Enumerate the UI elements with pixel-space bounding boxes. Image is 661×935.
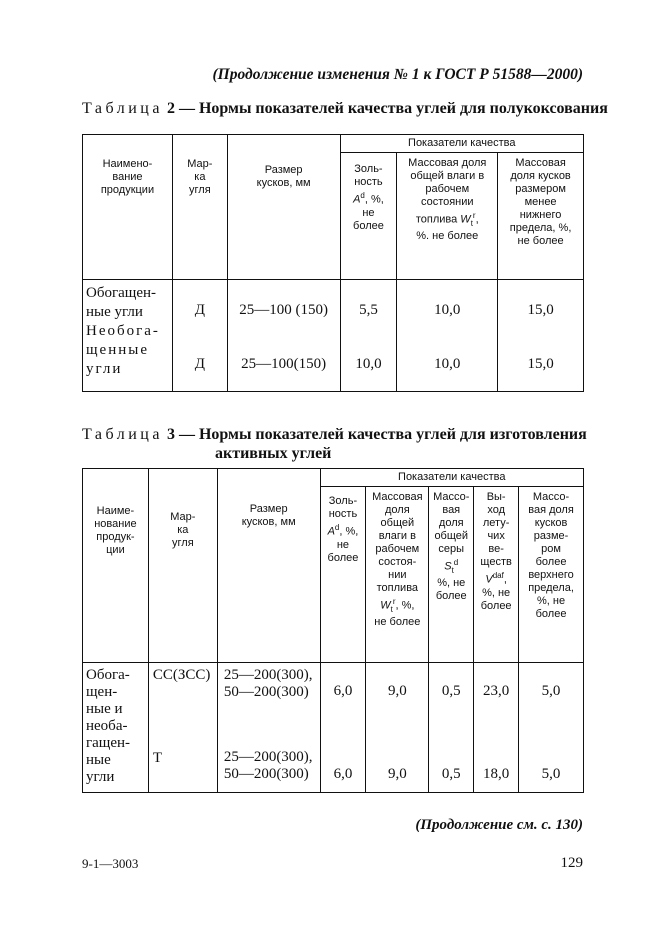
table3-caption-label: Таблица bbox=[82, 426, 163, 443]
t3-head-volatile: Вы- ход лету- чих ве- ществ $V^{daf}$, %, не более bbox=[474, 487, 519, 663]
t2-cell-sizes: 25—100 (150) 25—100(150) bbox=[227, 280, 340, 392]
t3-head-ash: Золь- ность $A^d$, %, не более bbox=[320, 487, 366, 663]
t2-head-fines: Массовая доля кусков размером менее нижнего предела, %, не более bbox=[498, 153, 584, 280]
t3-cell-product: Обога- щен- ные и необа- гащен- ные угли bbox=[83, 663, 149, 793]
t3-head-oversize: Массо- вая доля кусков разме- ром более верхнего предела, %, не более bbox=[519, 487, 584, 663]
t3-head-sulfur: Массо- вая доля общей серы $S_t^d$ %, не более bbox=[429, 487, 474, 663]
table3 bbox=[82, 468, 584, 793]
table3-caption-line2: активных углей bbox=[215, 445, 332, 462]
t2-head-product: Наимено- вание продукции bbox=[83, 135, 173, 280]
t2-head-grade: Мар- ка угля bbox=[172, 135, 227, 280]
table2-caption bbox=[82, 100, 608, 118]
t2-cell-moisture: 10,0 10,0 bbox=[397, 280, 498, 392]
table3-caption-text: 3 — Нормы показателей качества углей для изготовления bbox=[166, 426, 587, 443]
t3-cell-sulfur: 0,5 0,5 bbox=[429, 663, 474, 793]
table3-caption bbox=[82, 426, 587, 444]
t3-cell-volatile: 23,0 18,0 bbox=[474, 663, 519, 793]
table2-caption-label: Таблица bbox=[82, 100, 163, 117]
t2-cell-grades: Д Д bbox=[172, 280, 227, 392]
t3-cell-moisture: 9,0 9,0 bbox=[366, 663, 429, 793]
t3-cell-ash: 6,0 6,0 bbox=[320, 663, 366, 793]
page-header: (Продолжение изменения № 1 к ГОСТ Р 51588—2000) bbox=[212, 66, 583, 83]
t2-cell-ash: 5,5 10,0 bbox=[340, 280, 397, 392]
t3-head-moisture: Массовая доля общей влаги в рабочем состоя- нии топлива $W_t^r$, %, не более bbox=[366, 487, 429, 663]
t3-head-product: Наиме- нование продук- ции bbox=[83, 469, 149, 663]
page-number: 129 bbox=[560, 855, 583, 871]
t2-head-ash: Золь- ность $A^d$, %, не более bbox=[340, 153, 397, 280]
table2 bbox=[82, 134, 584, 392]
t3-cell-oversize: 5,0 5,0 bbox=[519, 663, 584, 793]
t3-cell-grades: СС(ЗСС) Т bbox=[148, 663, 217, 793]
t2-head-size: Размер кусков, мм bbox=[227, 135, 340, 280]
t2-cell-fines: 15,0 15,0 bbox=[498, 280, 584, 392]
continue-note: (Продолжение см. с. 130) bbox=[415, 817, 583, 833]
t3-head-grade: Мар- ка угля bbox=[148, 469, 217, 663]
t3-head-size: Размер кусков, мм bbox=[217, 469, 320, 663]
table2-caption-text: 2 — Нормы показателей качества углей для полукоксования bbox=[166, 100, 608, 117]
t3-cell-sizes: 25—200(300), 50—200(300) 25—200(300), 50—200(300) bbox=[217, 663, 320, 793]
t2-cell-products: Обогащен- ные угли Необога- щенные угли bbox=[83, 280, 173, 392]
t2-head-moisture: Массовая доля общей влаги в рабочем состоянии топлива $W_t^r$, %. не более bbox=[397, 153, 498, 280]
print-code: 9-1—3003 bbox=[82, 856, 139, 871]
t3-head-group: Показатели качества bbox=[320, 469, 583, 487]
t2-head-group: Показатели качества bbox=[340, 135, 584, 153]
